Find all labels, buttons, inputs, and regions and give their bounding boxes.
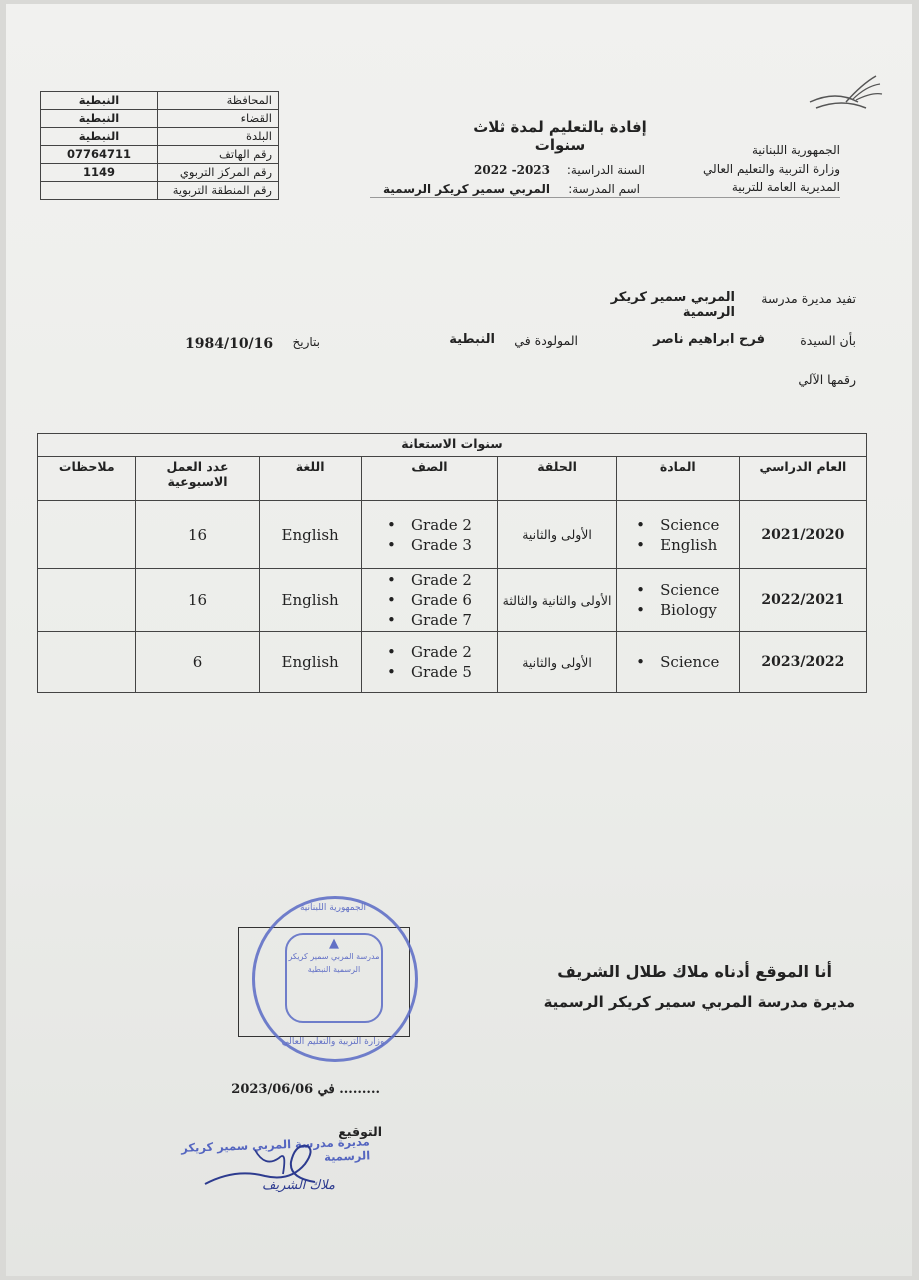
year-cell: 2022/2021 xyxy=(739,569,866,632)
info-value: 1149 xyxy=(41,164,158,182)
list-item: • Grade 2 xyxy=(387,570,472,590)
language-cell: English xyxy=(259,569,361,632)
handwritten-name: ملاك الشريف xyxy=(262,1178,335,1193)
blue-school-stamp-text: مديرة مدرسة المربي سمير كريكر الرسمية xyxy=(180,1134,371,1164)
school-name-value: المربي سمير كريكر الرسمية xyxy=(382,182,550,196)
stamp-ring-top: الجمهورية اللبنانية xyxy=(299,903,367,913)
language-cell: English xyxy=(259,632,361,693)
official-stamp xyxy=(252,896,418,1062)
line2-prefix: بأن السيدة xyxy=(800,333,856,348)
issue-date: ......... في 2023/06/06 xyxy=(231,1082,380,1097)
cycle-cell: الأولى والثانية والثالثة xyxy=(498,569,616,632)
list-item: • Science xyxy=(636,652,719,672)
table-row xyxy=(38,569,867,632)
list-item: • Grade 7 xyxy=(387,610,472,630)
born-in-label: المولودة في xyxy=(514,333,578,348)
list-item: • Grade 3 xyxy=(387,535,472,555)
column-header: ملاحظات xyxy=(38,457,136,501)
line1-prefix: تفيد مديرة مدرسة xyxy=(761,291,856,306)
stamp-center-text: مدرسة المربي سمير كريكر الرسمية النبطية xyxy=(288,952,380,974)
column-header: اللغة xyxy=(259,457,361,501)
cycle-cell: الأولى والثانية xyxy=(498,501,616,569)
cycle-cell: الأولى والثانية xyxy=(498,632,616,693)
info-value xyxy=(41,182,158,200)
ministry-logo-icon xyxy=(806,72,884,114)
header-republic: الجمهورية اللبنانية xyxy=(751,143,840,157)
column-header: المادة xyxy=(616,457,739,501)
bullet-list xyxy=(387,570,472,630)
info-value: 07764711 xyxy=(41,146,158,164)
signatory-line2: مديرة مدرسة المربي سمير كريكر الرسمية xyxy=(543,993,855,1011)
info-table xyxy=(40,91,279,200)
bullet-list xyxy=(636,515,719,555)
info-row xyxy=(41,92,279,110)
person-name: فرح ابراهيم ناصر xyxy=(653,332,765,347)
table-row xyxy=(38,632,867,693)
line1-school: المربي سمير كريكر الرسمية xyxy=(610,290,735,320)
column-header: العام الدراسي xyxy=(739,457,866,501)
grade-cell xyxy=(361,632,498,693)
stamp-center xyxy=(285,933,383,1023)
year-cell: 2023/2022 xyxy=(739,632,866,693)
notes-cell xyxy=(38,632,136,693)
list-item: • Grade 6 xyxy=(387,590,472,610)
header-underline xyxy=(370,197,840,198)
list-item: • Science xyxy=(636,515,719,535)
hours-cell: 16 xyxy=(136,569,259,632)
list-item: • Grade 2 xyxy=(387,515,472,535)
teaching-years-table xyxy=(37,433,867,693)
info-value: النبطية xyxy=(41,128,158,146)
notes-cell xyxy=(38,569,136,632)
bullet-list xyxy=(387,642,472,682)
info-label: البلدة xyxy=(158,128,279,146)
document-title: إفادة بالتعليم لمدة ثلاث سنوات xyxy=(473,118,647,154)
list-item: • Grade 5 xyxy=(387,662,472,682)
subject-cell xyxy=(616,501,739,569)
school-name-label: اسم المدرسة: xyxy=(568,182,640,196)
notes-cell xyxy=(38,501,136,569)
header-ministry: وزارة التربية والتعليم العالي xyxy=(703,162,840,176)
info-row xyxy=(41,182,279,200)
info-row xyxy=(41,164,279,182)
table-row xyxy=(38,501,867,569)
list-item: • Science xyxy=(636,580,719,600)
signatory-line1: أنا الموقع أدناه ملاك طلال الشريف xyxy=(557,962,832,981)
signature-label: التوقيع xyxy=(338,1124,382,1139)
bullet-list xyxy=(636,652,719,672)
stamp-ring-bottom: وزارة التربية والتعليم العالي xyxy=(281,1037,385,1047)
info-row xyxy=(41,146,279,164)
date-label: بتاريخ xyxy=(292,335,320,349)
info-label: القضاء xyxy=(158,110,279,128)
info-label: رقم المنطقة التربوية xyxy=(158,182,279,200)
cedar-icon: ▲ xyxy=(329,936,339,951)
bullet-list xyxy=(387,515,472,555)
language-cell: English xyxy=(259,501,361,569)
year-cell: 2021/2020 xyxy=(739,501,866,569)
school-year-value: 2022 -2023 xyxy=(474,163,550,177)
list-item: • Biology xyxy=(636,600,719,620)
bullet-list xyxy=(636,580,719,620)
list-item: • Grade 2 xyxy=(387,642,472,662)
info-label: المحافظة xyxy=(158,92,279,110)
hours-cell: 16 xyxy=(136,501,259,569)
info-row xyxy=(41,128,279,146)
info-label: رقم المركز التربوي xyxy=(158,164,279,182)
grade-cell xyxy=(361,569,498,632)
grade-cell xyxy=(361,501,498,569)
subject-cell xyxy=(616,569,739,632)
list-item: • English xyxy=(636,535,719,555)
table-group-title: سنوات الاستعانة xyxy=(38,434,867,457)
subject-cell xyxy=(616,632,739,693)
info-value: النبطية xyxy=(41,110,158,128)
column-header: الصف xyxy=(361,457,498,501)
info-row xyxy=(41,110,279,128)
line3-text: رقمها الآلي xyxy=(798,372,856,387)
birth-place: النبطية xyxy=(449,332,495,347)
hours-cell: 6 xyxy=(136,632,259,693)
header-directorate: المديرية العامة للتربية xyxy=(731,180,840,194)
column-header: عدد العمل الاسبوعية xyxy=(136,457,259,501)
info-label: رقم الهاتف xyxy=(158,146,279,164)
school-year-label: السنة الدراسية: xyxy=(566,163,645,177)
birth-date: 1984/10/16 xyxy=(185,336,274,352)
column-header: الحلقة xyxy=(498,457,616,501)
info-value: النبطية xyxy=(41,92,158,110)
